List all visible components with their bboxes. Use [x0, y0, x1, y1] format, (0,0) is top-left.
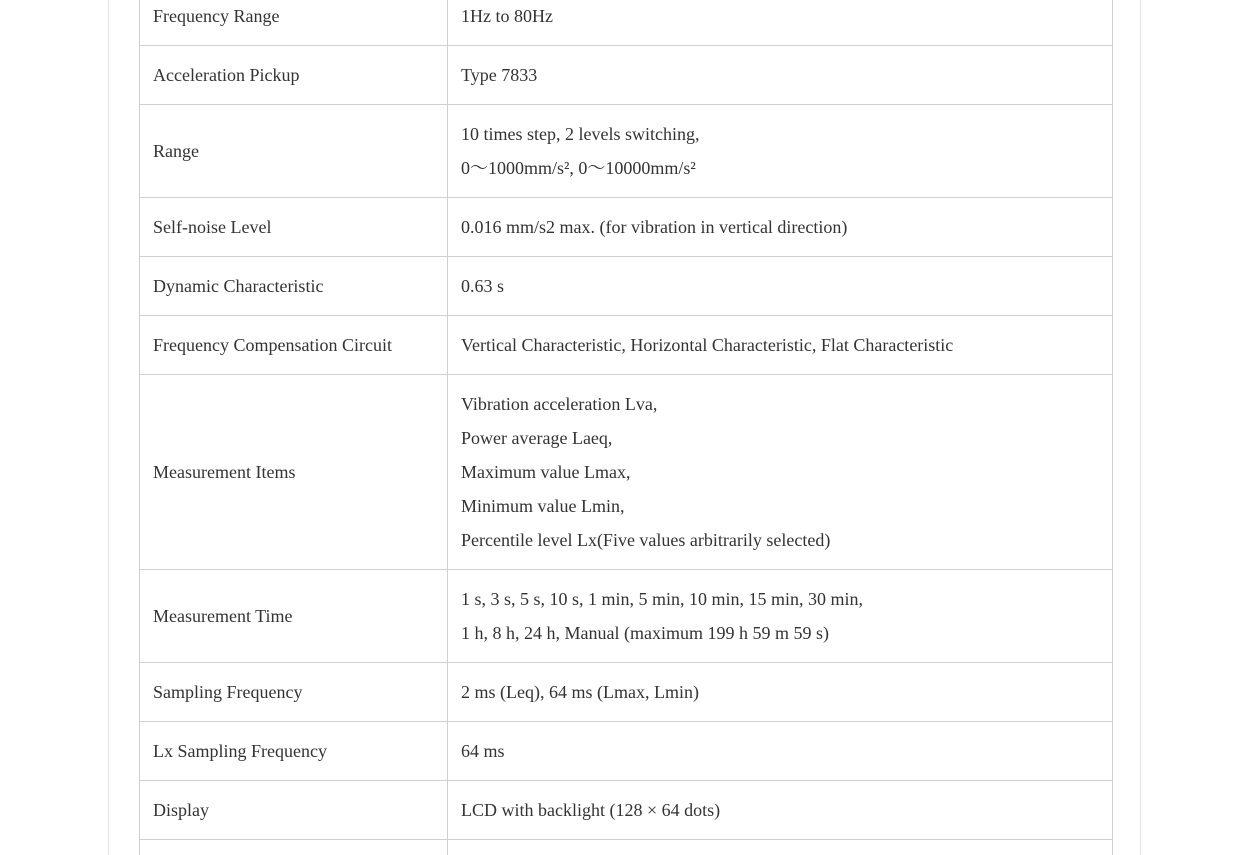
spec-value-line: 1 h, 8 h, 24 h, Manual (maximum 199 h 59 m 59 s) — [461, 623, 829, 643]
spec-label: Display — [140, 781, 448, 840]
spec-label — [140, 840, 448, 855]
table-row — [140, 257, 1113, 316]
spec-label: Acceleration Pickup — [140, 46, 448, 105]
spec-value-line: 1 s, 3 s, 5 s, 10 s, 1 min, 5 min, 10 min, 15 min, 30 min, — [461, 589, 864, 609]
spec-value — [448, 257, 1113, 316]
spec-value — [448, 781, 1113, 840]
spec-label: Measurement Items — [140, 375, 448, 570]
spec-value-line: Maximum value Lmax, — [461, 462, 631, 482]
spec-label: Frequency Range — [140, 0, 448, 46]
spec-label: Sampling Frequency — [140, 663, 448, 722]
table-row — [140, 375, 1113, 570]
spec-value-line: Vertical Characteristic, Horizontal Characteristic, Flat Characteristic — [461, 335, 954, 355]
spec-label: Dynamic Characteristic — [140, 257, 448, 316]
table-row — [140, 0, 1113, 46]
spec-value-line: 2 ms (Leq), 64 ms (Lmax, Lmin) — [461, 682, 699, 702]
spec-label: Range — [140, 105, 448, 198]
table-row — [140, 198, 1113, 257]
spec-value — [448, 105, 1113, 198]
spec-label: Frequency Compensation Circuit — [140, 316, 448, 375]
table-row — [140, 663, 1113, 722]
table-row — [140, 570, 1113, 663]
spec-value-line: 0～1000mm/s², 0～10000mm/s² — [461, 158, 696, 178]
spec-value — [448, 316, 1113, 375]
spec-value — [448, 0, 1113, 46]
spec-value-line: 0.63 s — [461, 276, 505, 296]
spec-label: Self-noise Level — [140, 198, 448, 257]
spec-value-line: Percentile level Lx(Five values arbitrarily selected) — [461, 530, 831, 550]
table-row — [140, 781, 1113, 840]
spec-value-line: Power average Laeq, — [461, 428, 613, 448]
table-row — [140, 840, 1113, 855]
spec-value — [448, 375, 1113, 570]
spec-value-line: 10 times step, 2 levels switching, — [461, 124, 700, 144]
spec-value — [448, 663, 1113, 722]
specifications-table — [139, 0, 1113, 855]
table-row — [140, 316, 1113, 375]
spec-value-line: LCD with backlight (128 × 64 dots) — [461, 800, 721, 820]
table-row — [140, 46, 1113, 105]
spec-value-line: Minimum value Lmin, — [461, 496, 625, 516]
table-row — [140, 722, 1113, 781]
spec-value — [448, 722, 1113, 781]
spec-label: Measurement Time — [140, 570, 448, 663]
spec-value — [448, 46, 1113, 105]
spec-value — [448, 840, 1113, 855]
spec-value-line: 0.016 mm/s2 max. (for vibration in vertical direction) — [461, 217, 848, 237]
table-row — [140, 105, 1113, 198]
spec-value-line: 64 ms — [461, 741, 505, 761]
spec-label: Lx Sampling Frequency — [140, 722, 448, 781]
spec-value — [448, 198, 1113, 257]
spec-value-line: 1Hz to 80Hz — [461, 6, 553, 26]
spec-value — [448, 570, 1113, 663]
spec-value-line: Vibration acceleration Lva, — [461, 394, 658, 414]
spec-value-line: Type 7833 — [461, 65, 538, 85]
